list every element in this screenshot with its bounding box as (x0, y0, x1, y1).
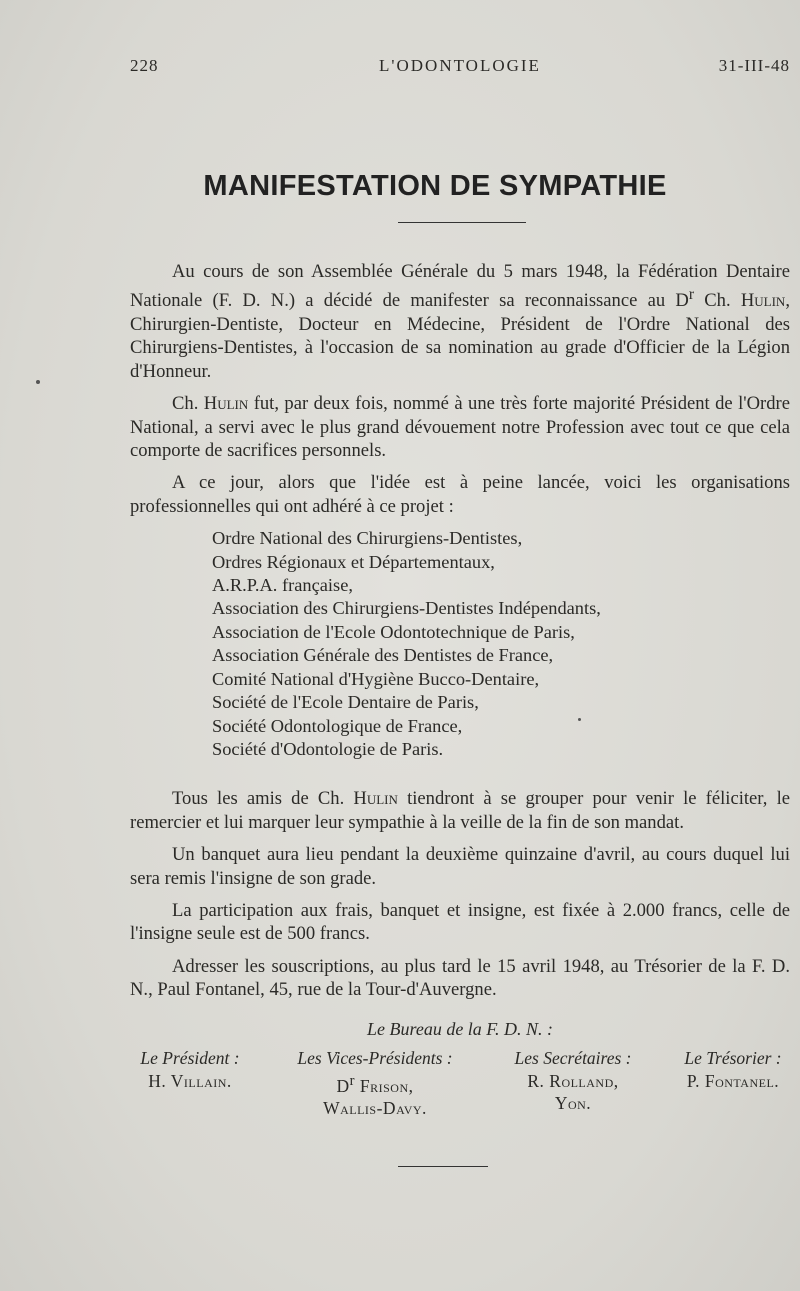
p2-text-a: Ch. (172, 393, 204, 415)
list-item: Ordres Régionaux et Départementaux, (212, 551, 495, 572)
paragraph-4 (130, 787, 790, 834)
p4-name: Hulin (353, 788, 398, 810)
p1-name: Hulin (740, 290, 786, 312)
list-item: Association de l'Ecole Odontotechnique de Paris, (212, 621, 575, 642)
president-column (110, 1047, 270, 1092)
president-role: Le Président : (140, 1048, 240, 1068)
print-speck (578, 718, 581, 721)
treasurer-role: Le Trésorier : (684, 1048, 782, 1068)
p4-text-b: tiendront à se grouper pour venir le féliciter, le remercier et lui marquer leur sympathie à la veille de la fin de son mandat. (130, 788, 790, 833)
list-item: Société Odontologique de France, (212, 715, 463, 736)
list-item: Association Générale des Dentistes de France, (212, 645, 554, 666)
paragraph-2 (130, 392, 790, 462)
page-number: 228 (130, 56, 159, 75)
list-item: A.R.P.A. française, (212, 575, 353, 596)
issue-date: 31-III-48 (718, 56, 790, 75)
running-header (130, 56, 790, 80)
list-item: Comité National d'Hygiène Bucco-Dentaire, (212, 668, 540, 689)
article-body (130, 260, 790, 1011)
organization-list (212, 527, 790, 761)
article-title: MANIFESTATION DE SYMPATHIE (203, 170, 667, 202)
journal-title: L'ODONTOLOGIE (379, 56, 541, 75)
secretaries-column (488, 1047, 658, 1115)
secretary-2: Yon. (554, 1093, 592, 1113)
president-name: H. Villain. (148, 1070, 232, 1091)
p4-text-a: Tous les amis de Ch. (172, 788, 354, 810)
vice-president-1 (280, 1070, 470, 1097)
paragraph-5: Un banquet aura lieu pendant la deuxième quinzaine d'avril, au cours duquel lui sera remis l'insigne de son grade. (130, 844, 790, 889)
p1-text-c: , Chirurgien-Dentiste, Docteur en Médecine, Président de l'Ordre National des Chirurgiens-Dentistes, à l'occasion de sa nomination au grade d'Officier de la Légion d'Honneur. (130, 290, 790, 382)
p2-name: Hulin (203, 393, 249, 415)
secretaries-role: Les Secrétaires : (514, 1048, 632, 1068)
secretary-1: R. Rolland, (527, 1070, 619, 1091)
paragraph-3: A ce jour, alors que l'idée est à peine lancée, voici les organisations professionnelles qui ont adhéré à ce projet : (130, 472, 790, 517)
bureau-heading: Le Bureau de la F. D. N. : (367, 1019, 553, 1039)
paragraph-6: La participation aux frais, banquet et insigne, est fixée à 2.000 francs, celle de l'insigne seule est de 500 francs. (130, 899, 790, 945)
list-item: Association des Chirurgiens-Dentistes Indépendants, (212, 598, 601, 619)
vice-presidents-column (280, 1047, 470, 1119)
list-item: Société d'Odontologie de Paris. (212, 738, 444, 759)
title-divider (398, 222, 526, 223)
treasurer-column (666, 1047, 800, 1092)
vp-name-1: Frison, (355, 1075, 414, 1096)
p1-superscript: r (688, 286, 694, 304)
list-item: Ordre National des Chirurgiens-Dentistes, (212, 528, 523, 549)
p1-text-b: Ch. (694, 290, 741, 312)
paragraph-1 (130, 260, 790, 383)
paragraph-7: Adresser les souscriptions, au plus tard le 15 avril 1948, au Trésorier de la F. D. N., Paul Fontanel, 45, rue de la Tour-d'Auvergne. (130, 955, 790, 1001)
end-divider (398, 1166, 488, 1167)
officers-table (110, 1047, 800, 1127)
print-speck (36, 380, 40, 384)
list-item: Société de l'Ecole Dentaire de Paris, (212, 692, 479, 713)
p2-text-b: fut, par deux fois, nommé à une très forte majorité Président de l'Ordre National, a servi avec le plus grand dévouement notre Profession avec tout ce que cela comporte de sacrifices personnels. (130, 393, 790, 462)
vice-presidents-role: Les Vices-Présidents : (297, 1048, 453, 1068)
p1-text-a: Au cours de son Assemblée Générale du 5 mars 1948, la Fédération Dentaire Nationale (F. D. N.) a décidé de manifester sa reconnaissance au D (130, 261, 790, 312)
vp-title-sup: r (349, 1072, 355, 1089)
treasurer-name: P. Fontanel. (686, 1070, 780, 1091)
vp-title-prefix: D (336, 1075, 350, 1096)
vice-president-2: Wallis-Davy. (323, 1097, 427, 1118)
